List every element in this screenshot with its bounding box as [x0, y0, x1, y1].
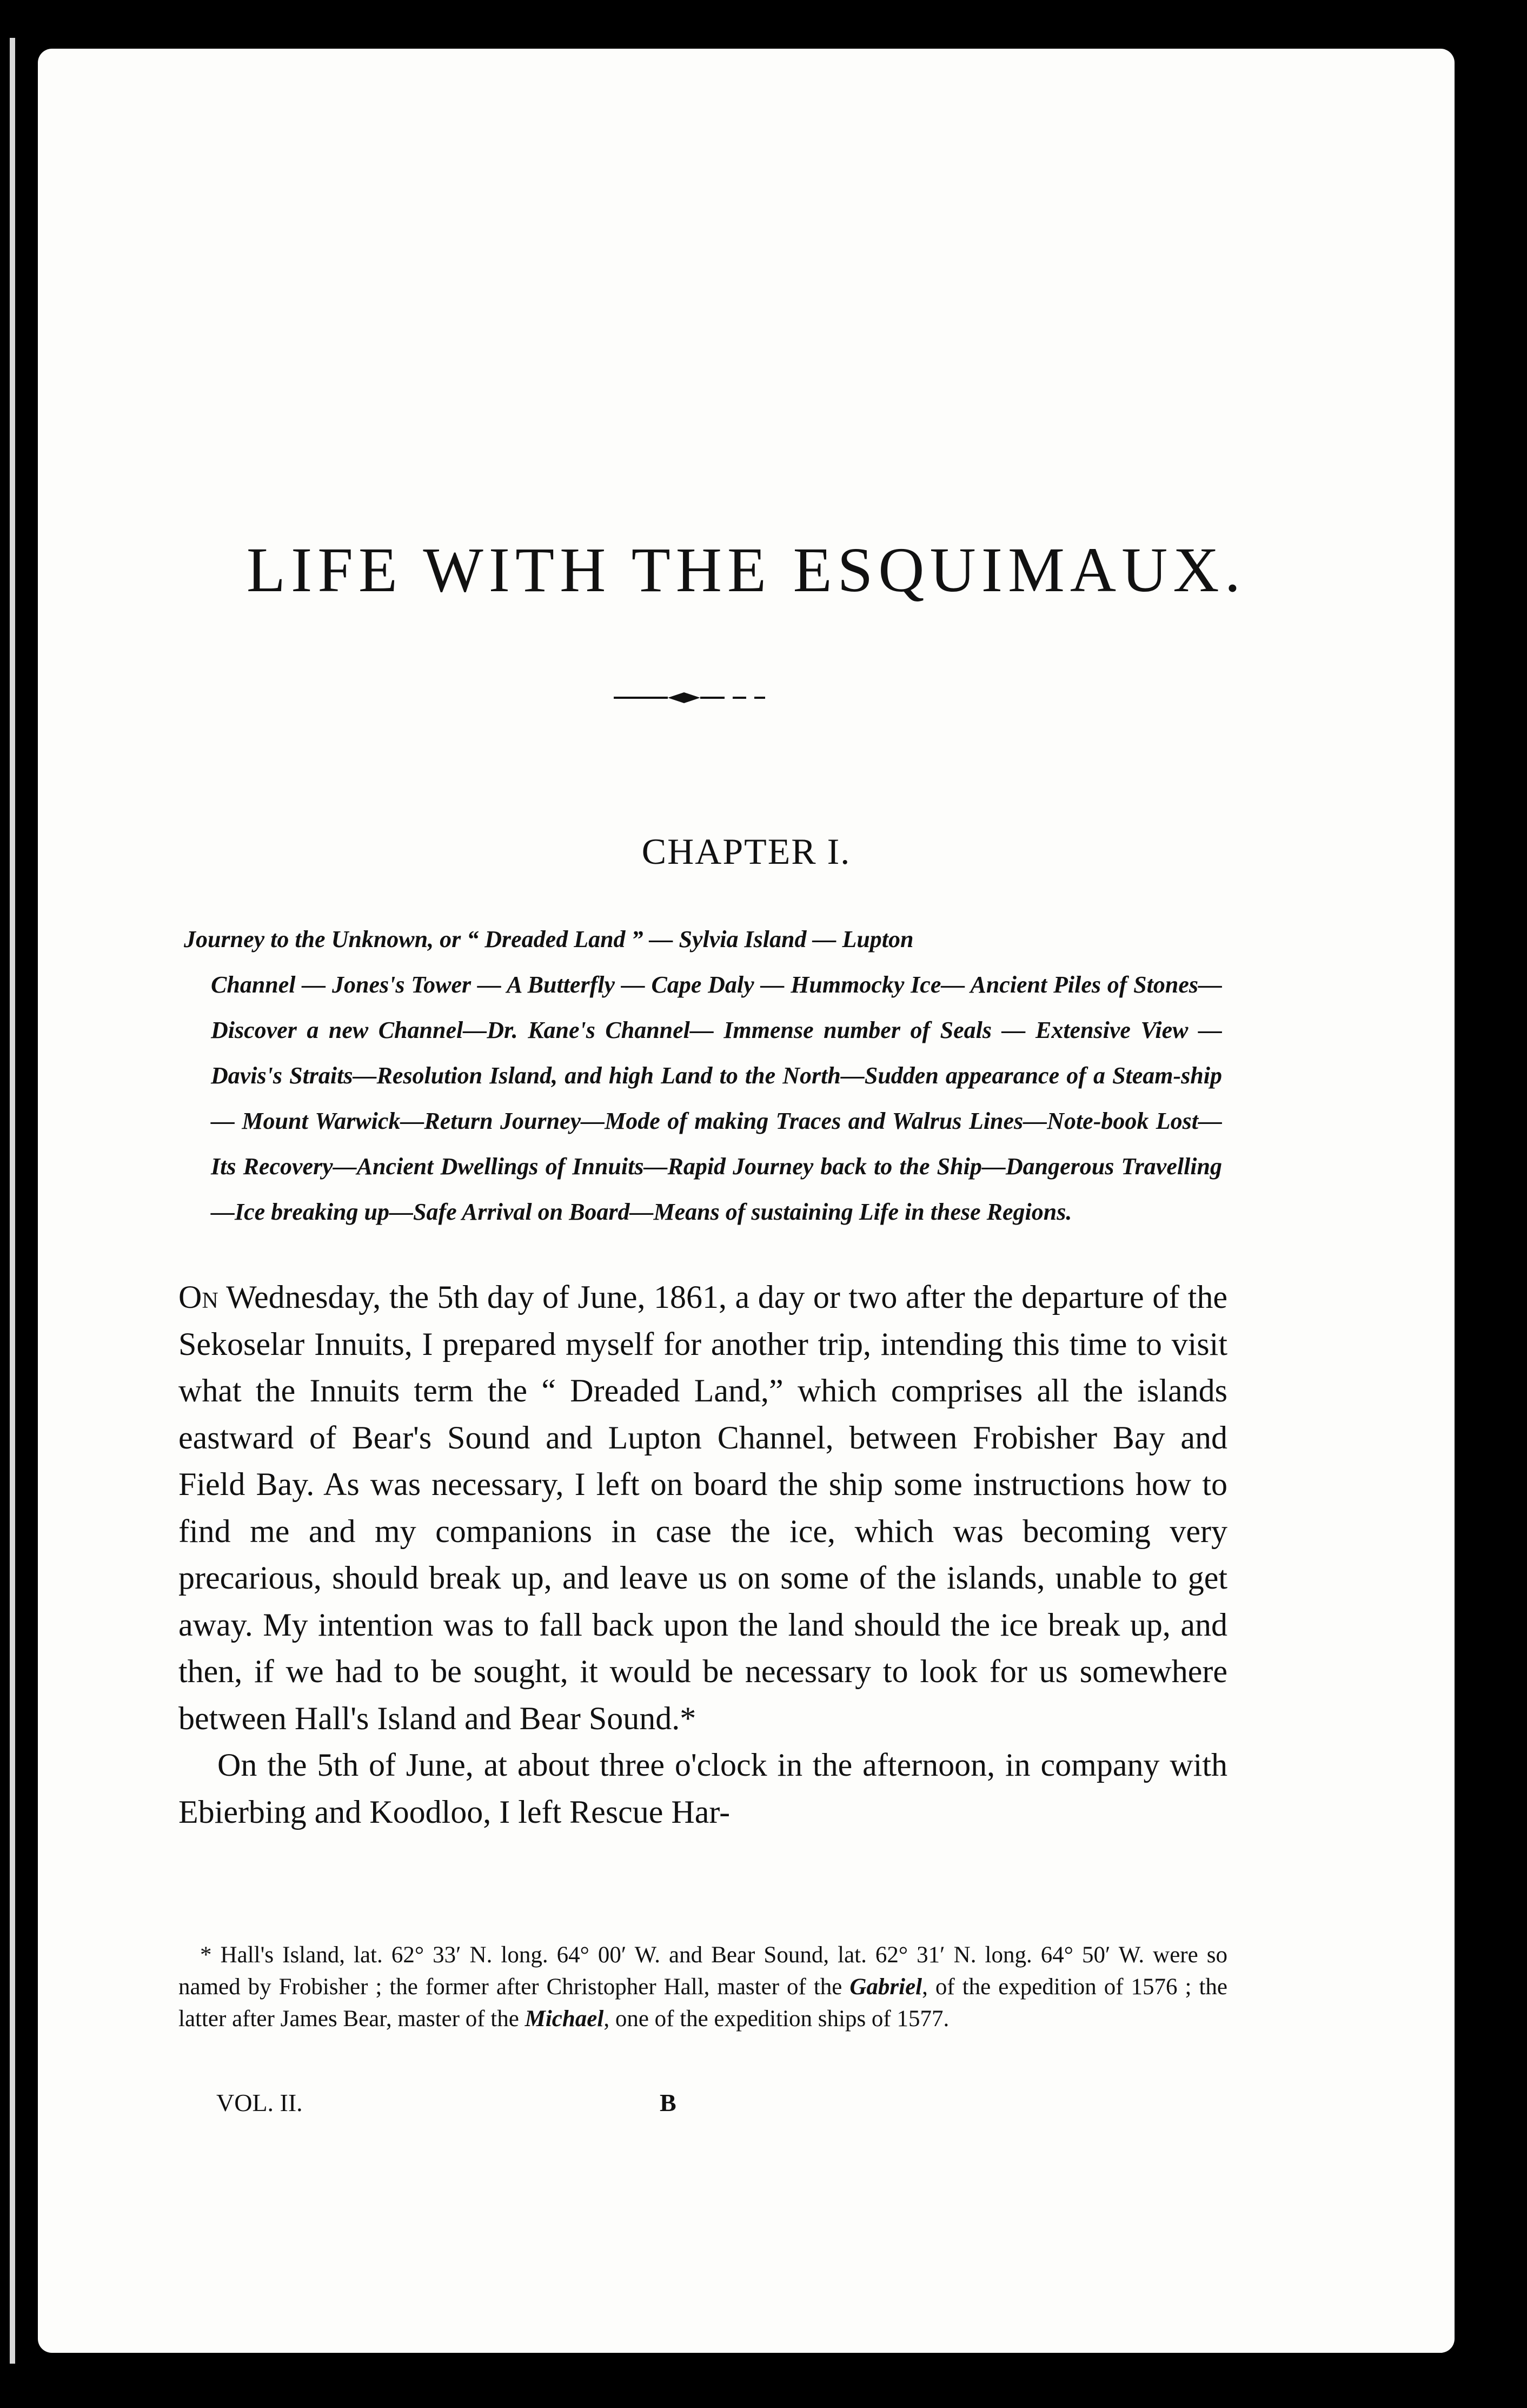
chapter-summary-continuation: Channel — Jones's Tower — A Butterfly — Cape Daly — Hummocky Ice— Ancient Piles of Stones—Discover a new Channel—Dr. Kane's Channel— Immense number of Seals — Extensive View — Davis's Straits—Resolution Island, and high Land to the North—Sudden appearance of a Steam-ship— Mount Warwick—Return Journey—Mode of making Traces and Walrus Lines—Note-book Lost—Its Recovery—Ancient Dwellings of Innuits—Rapid Journey back to the Ship—Dangerous Travelling—Ice breaking up—Safe Arrival on Board—Means of sustaining Life in these Regions. [211, 971, 1222, 1225]
handwritten-page-mark: 10 [65, 2049, 117, 2107]
page-edge-shadow [10, 38, 15, 2364]
signature-mark: B [660, 2089, 676, 2116]
ship-name-gabriel: Gabriel [849, 1974, 922, 2000]
ornament-divider-icon [614, 690, 771, 706]
chapter-summary [184, 917, 1222, 1235]
footnote-text-1: * Hall's Island, lat. 62° 33′ N. long. 64° 00′ W. and Bear Sound, lat. 62° 31′ N. long. 64° 50′ W. were so named by Frobisher ; the former after Christopher Hall, master of the [178, 1942, 1227, 2000]
chapter-heading: CHAPTER I. [641, 831, 851, 872]
paragraph-initial-words: On [178, 1279, 218, 1315]
footnote-text-3: , one of the expedition ships of 1577. [603, 2006, 950, 2032]
paragraph-1-text: Wednesday, the 5th day of June, 1861, a day or two after the departure of the Sekoselar Innuits, I prepared myself for another trip, intending this time to visit what the Innuits term the “ Dreaded Land,” which comprises all the islands eastward of Bear's Sound and Lupton Channel, between Frobisher Bay and Field Bay. As was necessary, I left on board the ship some instructions how to find me and my companions in case the ice, which was becoming very precarious, should break up, and leave us on some of the islands, unable to get away. My intention was to fall back upon the land should the ice break up, and then, if we had to be sought, it would be necessary to look for us somewhere between Hall's Island and Bear Sound.* [178, 1279, 1227, 1736]
body-paragraph-1 [178, 1274, 1227, 1742]
footnote [178, 1939, 1227, 2035]
chapter-summary-first-line: Journey to the Unknown, or “ Dreaded Land ” — Sylvia Island — Lupton [184, 926, 914, 952]
body-text [178, 1274, 1227, 1835]
book-page [38, 49, 1455, 2353]
running-title: LIFE WITH THE ESQUIMAUX. [246, 534, 1246, 605]
footnote-text-2: , of the expedition of 1576 ; the latter after James Bear, master of the [178, 1974, 1227, 2032]
ship-name-michael: Michael [525, 2006, 604, 2032]
body-paragraph-2: On the 5th of June, at about three o'clock in the afternoon, in company with Ebierbing and Koodloo, I left Rescue Har- [178, 1747, 1227, 1830]
volume-marker: VOL. II. [216, 2089, 303, 2116]
